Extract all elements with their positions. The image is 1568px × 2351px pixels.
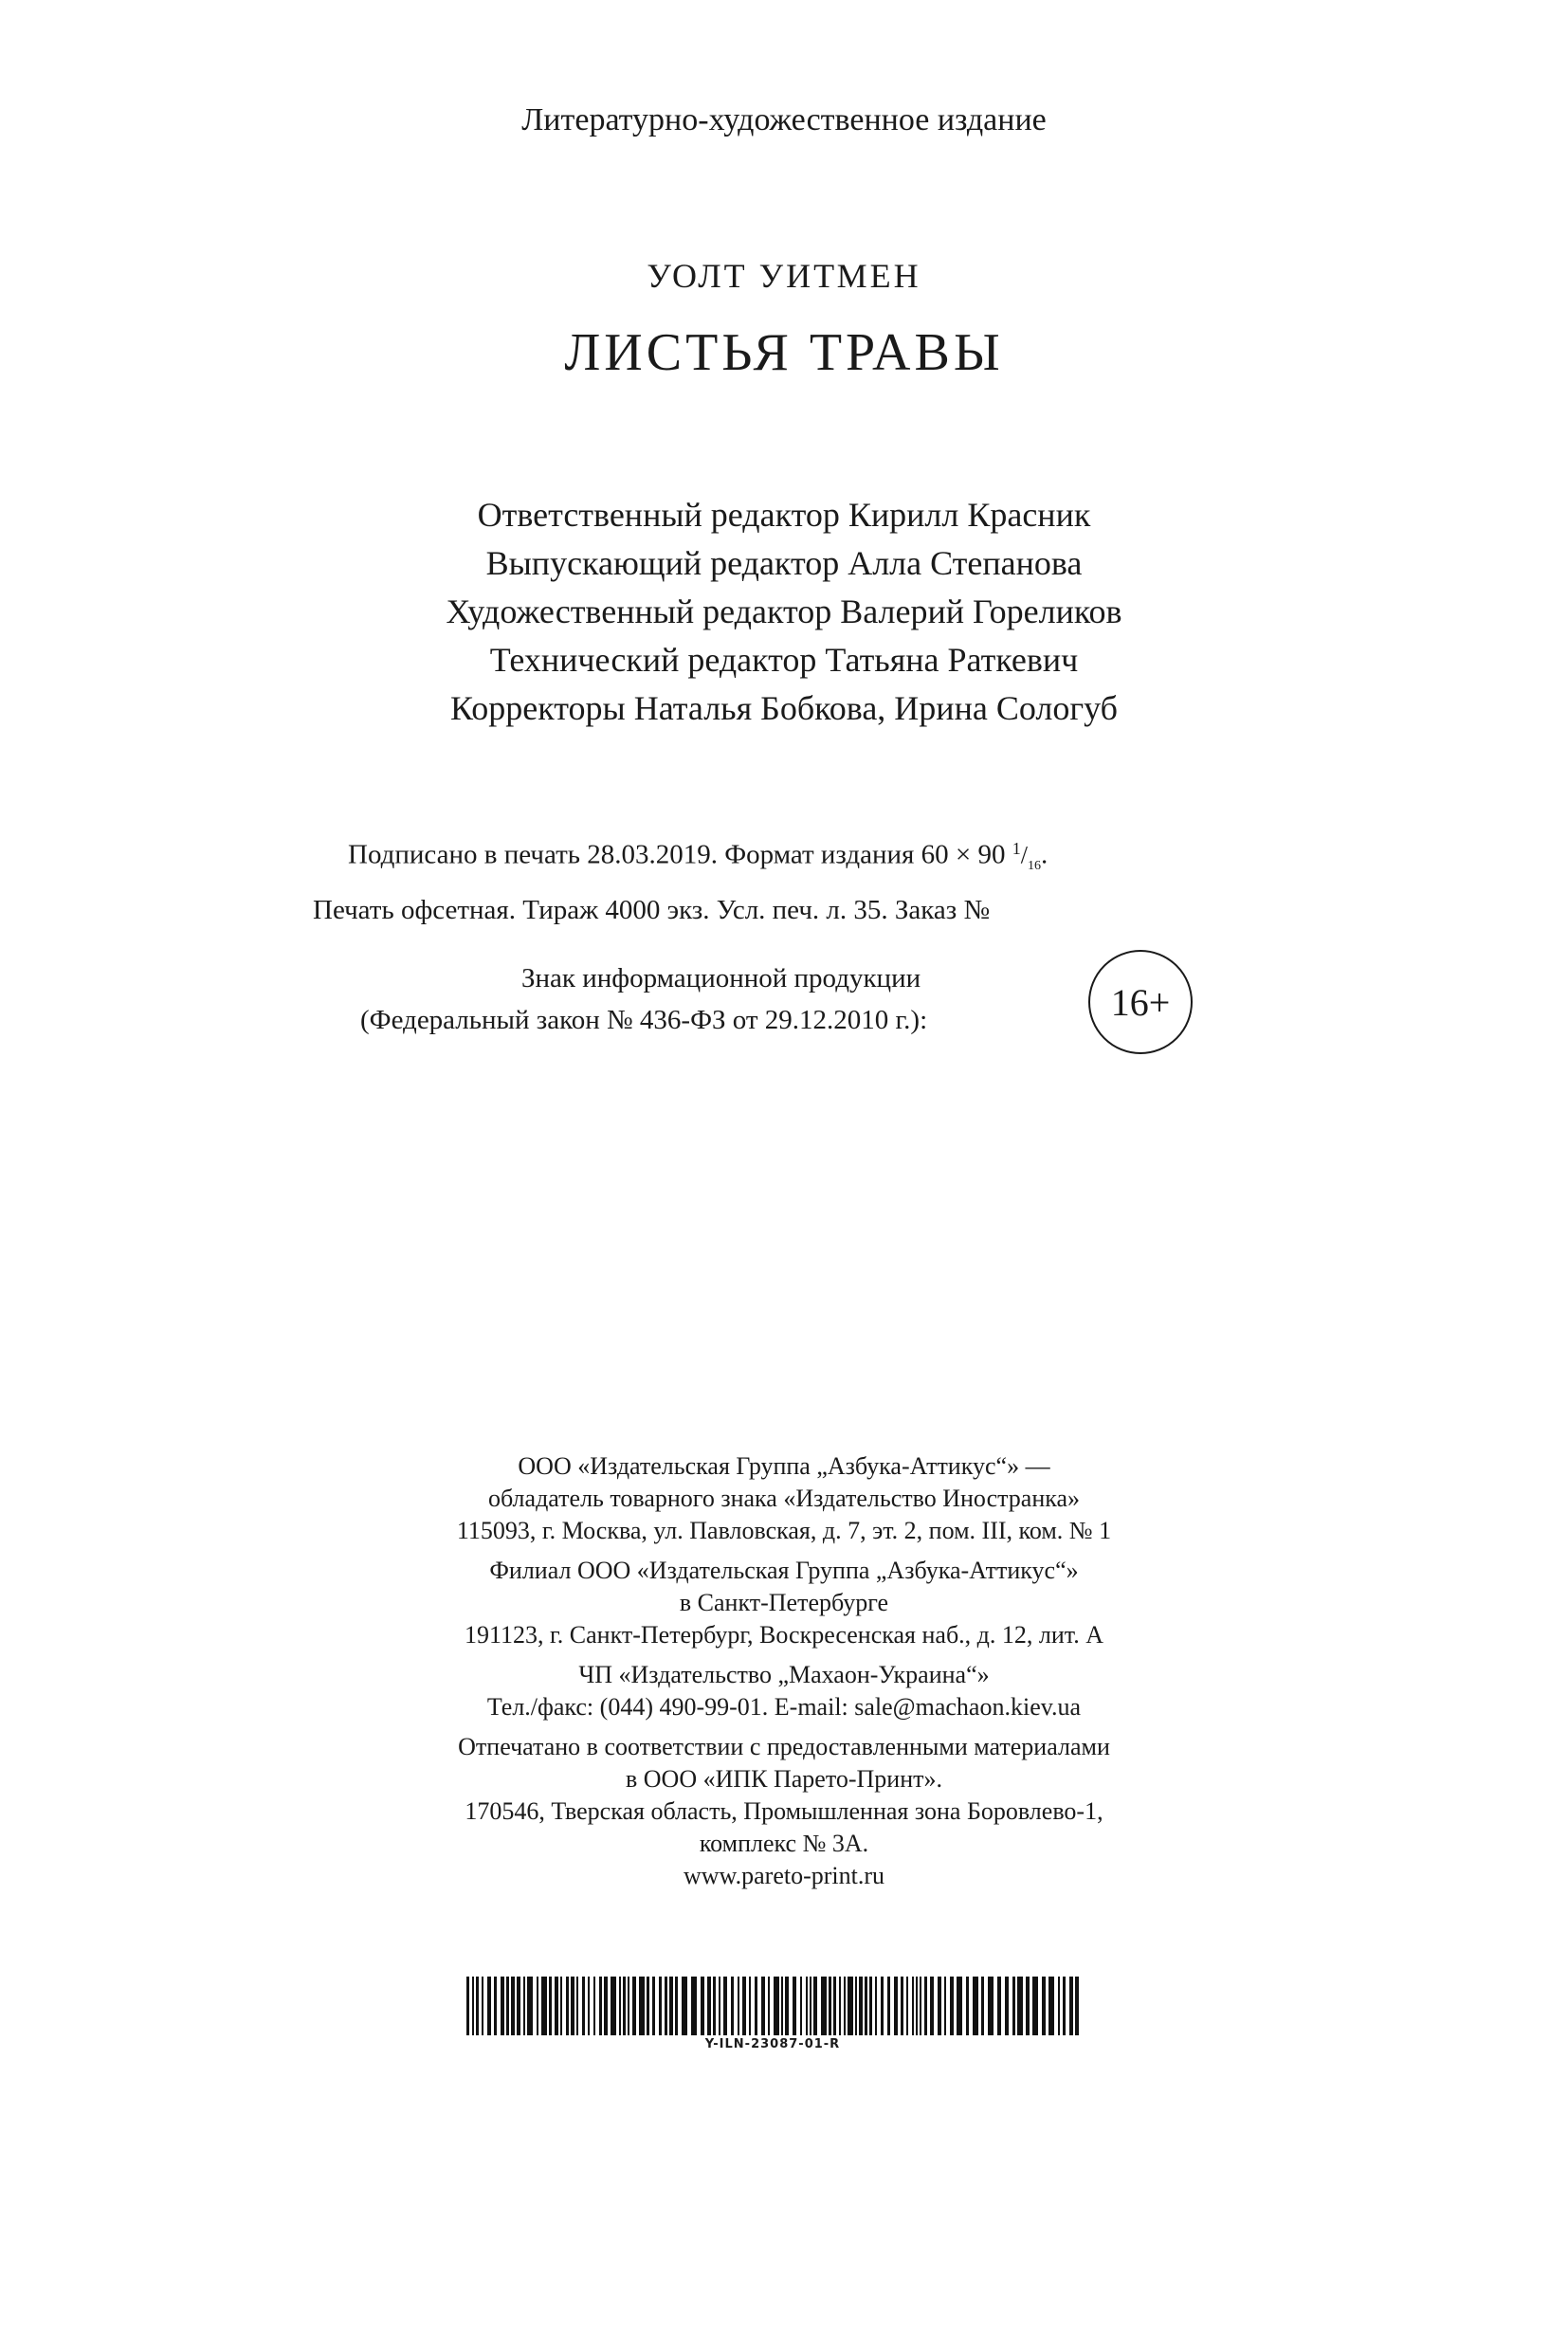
barcode-bar [887, 1977, 890, 2035]
print-info [313, 827, 1261, 932]
barcode-bar [930, 1977, 934, 2035]
barcode-bar [604, 1977, 608, 2035]
barcode-bar [476, 1977, 479, 2035]
print-info-line [313, 827, 1261, 888]
barcode-bar [981, 1977, 984, 2035]
credit-line: Выпускающий редактор Алла Степанова [485, 544, 1083, 582]
barcode-bar [713, 1977, 716, 2035]
barcode-number: Y-ILN-23087-01-R [704, 2037, 841, 2051]
barcode-bar [848, 1977, 853, 2035]
barcode-bar [639, 1977, 645, 2035]
barcode-bar [774, 1977, 779, 2035]
barcode-bar [675, 1977, 678, 2035]
barcode-bar [517, 1977, 520, 2035]
barcode-bar [924, 1977, 927, 2035]
barcode-bar [719, 1977, 720, 2035]
barcode-bar [742, 1977, 746, 2035]
imprint-line: Филиал ООО «Издательская Группа „Азбука-Аттикус“» [489, 1557, 1079, 1584]
barcode-bar [768, 1977, 770, 2035]
imprint-line: в Санкт-Петербурге [679, 1589, 889, 1616]
rating-law: (Федеральный закон № 436-ФЗ от 29.12.2010 г.): [360, 1005, 928, 1035]
barcode-bar [988, 1977, 994, 2035]
imprint-line: обладатель товарного знака «Издательство Иностранка» [487, 1485, 1081, 1512]
barcode-bar [912, 1977, 914, 2035]
credit-line: Ответственный редактор Кирилл Красник [477, 496, 1091, 534]
barcode-bar [611, 1977, 616, 2035]
barcode-bar [549, 1977, 552, 2035]
barcode-bar [781, 1977, 783, 2035]
barcode-bar [628, 1977, 629, 2035]
imprint [0, 1450, 1568, 1900]
barcode-bar [865, 1977, 867, 2035]
barcode-bar [938, 1977, 941, 2035]
ukraine-info [0, 1659, 1568, 1723]
barcode-bar [829, 1977, 831, 2035]
barcode-bar [582, 1977, 585, 2035]
barcode-bar [859, 1977, 863, 2035]
imprint-line: ООО «Издательская Группа „Азбука-Аттикус“» — [518, 1452, 1050, 1480]
barcode-bar [1005, 1977, 1009, 2035]
barcode-bar [844, 1977, 846, 2035]
barcode-bar [619, 1977, 621, 2035]
barcode-bar [810, 1977, 811, 2035]
barcode-bar [738, 1977, 739, 2035]
print-run-info: Печать офсетная. Тираж 4000 экз. Усл. печ. л. 35. Заказ № [313, 894, 991, 925]
edition-type: Литературно-художественное издание [521, 102, 1047, 137]
fraction-numerator: 1 [1012, 839, 1021, 858]
barcode-bar [588, 1977, 590, 2035]
age-rating-value: 16+ [1110, 980, 1171, 1024]
barcode-bar [749, 1977, 751, 2035]
barcode-bar [501, 1977, 504, 2035]
barcode-bar [806, 1977, 808, 2035]
barcode-bar [973, 1977, 978, 2035]
branch-info [0, 1555, 1568, 1651]
barcode-bar [623, 1977, 626, 2035]
barcode-bar [632, 1977, 636, 2035]
barcode [465, 1977, 1081, 2051]
barcode-bar [1048, 1977, 1054, 2035]
credit-line: Технический редактор Татьяна Раткевич [489, 641, 1079, 679]
barcode-bar [487, 1977, 491, 2035]
barcode-bar [555, 1977, 558, 2035]
barcode-bar [599, 1977, 602, 2035]
barcode-bar [1026, 1977, 1030, 2035]
book-title: ЛИСТЬЯ ТРАВЫ [564, 323, 1004, 382]
barcode-bar [466, 1977, 469, 2035]
barcode-bar [1075, 1977, 1079, 2035]
barcode-bar [506, 1977, 509, 2035]
barcode-bar [944, 1977, 946, 2035]
imprint-line: комплекс № 3А. [699, 1830, 869, 1857]
barcode-bar [537, 1977, 538, 2035]
print-date-format: Подписано в печать 28.03.2019. Формат издания 60 × 90 [348, 839, 1006, 870]
barcode-bar [755, 1977, 757, 2035]
barcode-bar [691, 1977, 697, 2035]
publisher-info [0, 1450, 1568, 1547]
barcode-bar [1069, 1977, 1073, 2035]
format-fraction: $^1/_{16}$ [1012, 839, 1041, 873]
barcode-bar [821, 1977, 827, 2035]
print-info-period: . [1040, 839, 1048, 870]
barcode-bar [1017, 1977, 1023, 2035]
barcode-bar [723, 1977, 727, 2035]
barcode-bar [472, 1977, 474, 2035]
barcode-bar [957, 1977, 962, 2035]
barcode-bar [1058, 1977, 1060, 2035]
barcode-bar [593, 1977, 595, 2035]
barcode-bar [906, 1977, 908, 2035]
barcode-bar [950, 1977, 954, 2035]
barcode-bar [966, 1977, 969, 2035]
barcode-bar [494, 1977, 497, 2035]
barcode-bar [920, 1977, 921, 2035]
barcode-bar [527, 1977, 533, 2035]
barcode-bar [869, 1977, 872, 2035]
barcode-bar [793, 1977, 796, 2035]
barcode-bar [707, 1977, 711, 2035]
barcode-bar [894, 1977, 898, 2035]
barcode-bar [813, 1977, 817, 2035]
barcode-bar [875, 1977, 877, 2035]
barcode-bar [523, 1977, 525, 2035]
barcode-bar [1042, 1977, 1046, 2035]
barcode-bar [541, 1977, 547, 2035]
barcode-bar [659, 1977, 662, 2035]
barcode-bar [560, 1977, 562, 2035]
barcode-bar [881, 1977, 884, 2035]
barcode-bar [785, 1977, 789, 2035]
barcode-bar [669, 1977, 673, 2035]
credit-line: Художественный редактор Валерий Гореликов [446, 592, 1122, 630]
imprint-line: 170546, Тверская область, Промышленная зона Боровлево-1, [465, 1797, 1103, 1825]
imprint-line: 115093, г. Москва, ул. Павловская, д. 7, эт. 2, пом. III, ком. № 1 [456, 1517, 1112, 1544]
barcode-bar [1063, 1977, 1066, 2035]
printer-website: www.pareto-print.ru [683, 1862, 885, 1889]
author-name: УОЛТ УИТМЕН [647, 257, 921, 295]
barcode-bar [576, 1977, 578, 2035]
imprint-line: ЧП «Издательство „Махаон-Украина“» [578, 1661, 990, 1688]
editorial-credits [0, 491, 1568, 733]
barcode-bar [566, 1977, 569, 2035]
barcode-bar [511, 1977, 515, 2035]
printer-info [0, 1731, 1568, 1892]
age-rating-badge [1088, 950, 1193, 1054]
credit-line: Корректоры Наталья Бобкова, Ирина Сологуб [450, 689, 1118, 727]
imprint-line: 191123, г. Санкт-Петербург, Воскресенская наб., д. 12, лит. А [465, 1621, 1103, 1649]
barcode-bar [916, 1977, 918, 2035]
barcode-bar [665, 1977, 667, 2035]
imprint-line: Тел./факс: (044) 490-99-01. E-mail: sale@machaon.kiev.ua [486, 1693, 1082, 1721]
barcode-bar [682, 1977, 687, 2035]
imprint-line: в ООО «ИПК Парето-Принт». [625, 1765, 942, 1793]
info-product-sign [313, 957, 1071, 1041]
barcode-bar [482, 1977, 483, 2035]
barcode-bar [901, 1977, 903, 2035]
barcode-bar [571, 1977, 574, 2035]
barcode-bars [465, 1977, 1081, 2035]
imprint-line: Отпечатано в соответствии с предоставленными материалами [458, 1733, 1110, 1760]
barcode-bar [839, 1977, 841, 2035]
barcode-bar [647, 1977, 649, 2035]
barcode-bar [800, 1977, 802, 2035]
barcode-bar [833, 1977, 836, 2035]
barcode-bar [701, 1977, 704, 2035]
barcode-bar [731, 1977, 734, 2035]
barcode-bar [855, 1977, 857, 2035]
barcode-bar [652, 1977, 655, 2035]
barcode-bar [997, 1977, 1001, 2035]
barcode-bar [1012, 1977, 1015, 2035]
rating-label: Знак информационной продукции [521, 963, 921, 993]
fraction-denominator: 16 [1027, 858, 1041, 873]
barcode-bar [761, 1977, 765, 2035]
barcode-bar [1032, 1977, 1038, 2035]
